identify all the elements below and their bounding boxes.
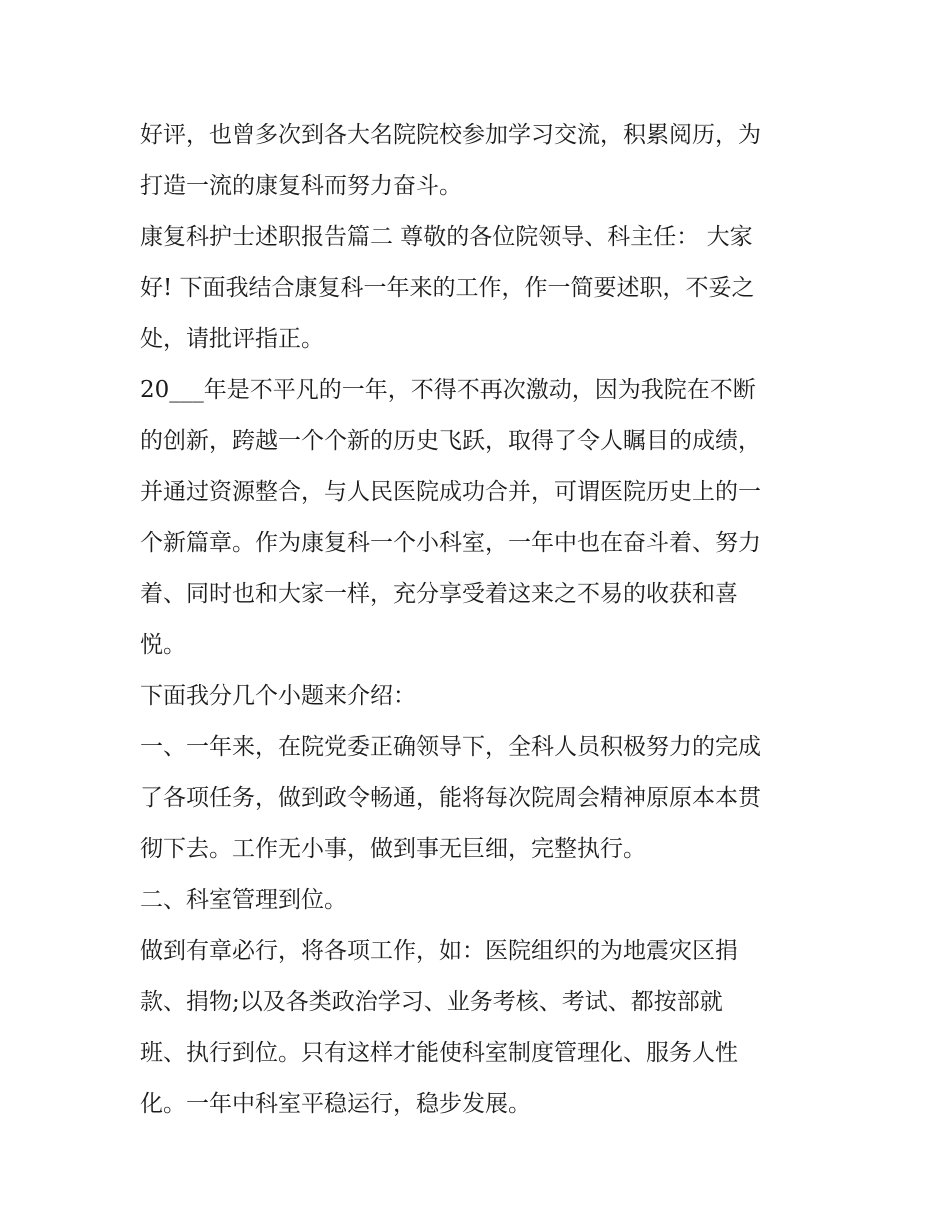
text-line: 处，请批评指正。: [140, 326, 324, 352]
text-line: 个新篇章。作为康复科一个小科室，一年中也在奋斗着、努力: [140, 530, 761, 556]
text-line: 好评，也曾多次到各大名院院校参加学习交流，积累阅历，为: [140, 122, 761, 148]
text-line: 一、一年来，在院党委正确领导下，全科人员积极努力的完成: [140, 734, 761, 760]
text-line: 康复科护士述职报告篇二 尊敬的各位院领导、科主任： 大家: [140, 224, 753, 250]
text-line: 二、科室管理到位。: [140, 887, 347, 913]
text-line: 了各项任务，做到政令畅通，能将每次院周会精神原原本本贯: [140, 785, 761, 811]
text-line: 悦。: [140, 632, 186, 658]
text-line: 下面我分几个小题来介绍：: [140, 683, 416, 709]
text-line: 着、同时也和大家一样，充分享受着这来之不易的收获和喜: [140, 581, 738, 607]
document-body: [140, 110, 820, 1130]
text-line: 班、执行到位。只有这样才能使科室制度管理化、服务人性: [140, 1040, 738, 1066]
text-line: 做到有章必行，将各项工作，如：医院组织的为地震灾区捐: [140, 938, 738, 964]
text-line: 的创新，跨越一个个新的历史飞跃，取得了令人瞩目的成绩，: [140, 428, 761, 454]
text-line: 20___年是不平凡的一年，不得不再次激动，因为我院在不断: [140, 377, 756, 403]
text-line: 款、捐物;以及各类政治学习、业务考核、考试、都按部就: [140, 989, 723, 1015]
text-line: 并通过资源整合，与人民医院成功合并，可谓医院历史上的一: [140, 479, 761, 505]
text-line: 打造一流的康复科而努力奋斗。: [140, 173, 462, 199]
text-line: 化。一年中科室平稳运行，稳步发展。: [140, 1091, 531, 1117]
text-line: 彻下去。工作无小事，做到事无巨细，完整执行。: [140, 836, 646, 862]
text-line: 好! 下面我结合康复科一年来的工作，作一简要述职，不妥之: [140, 275, 755, 301]
